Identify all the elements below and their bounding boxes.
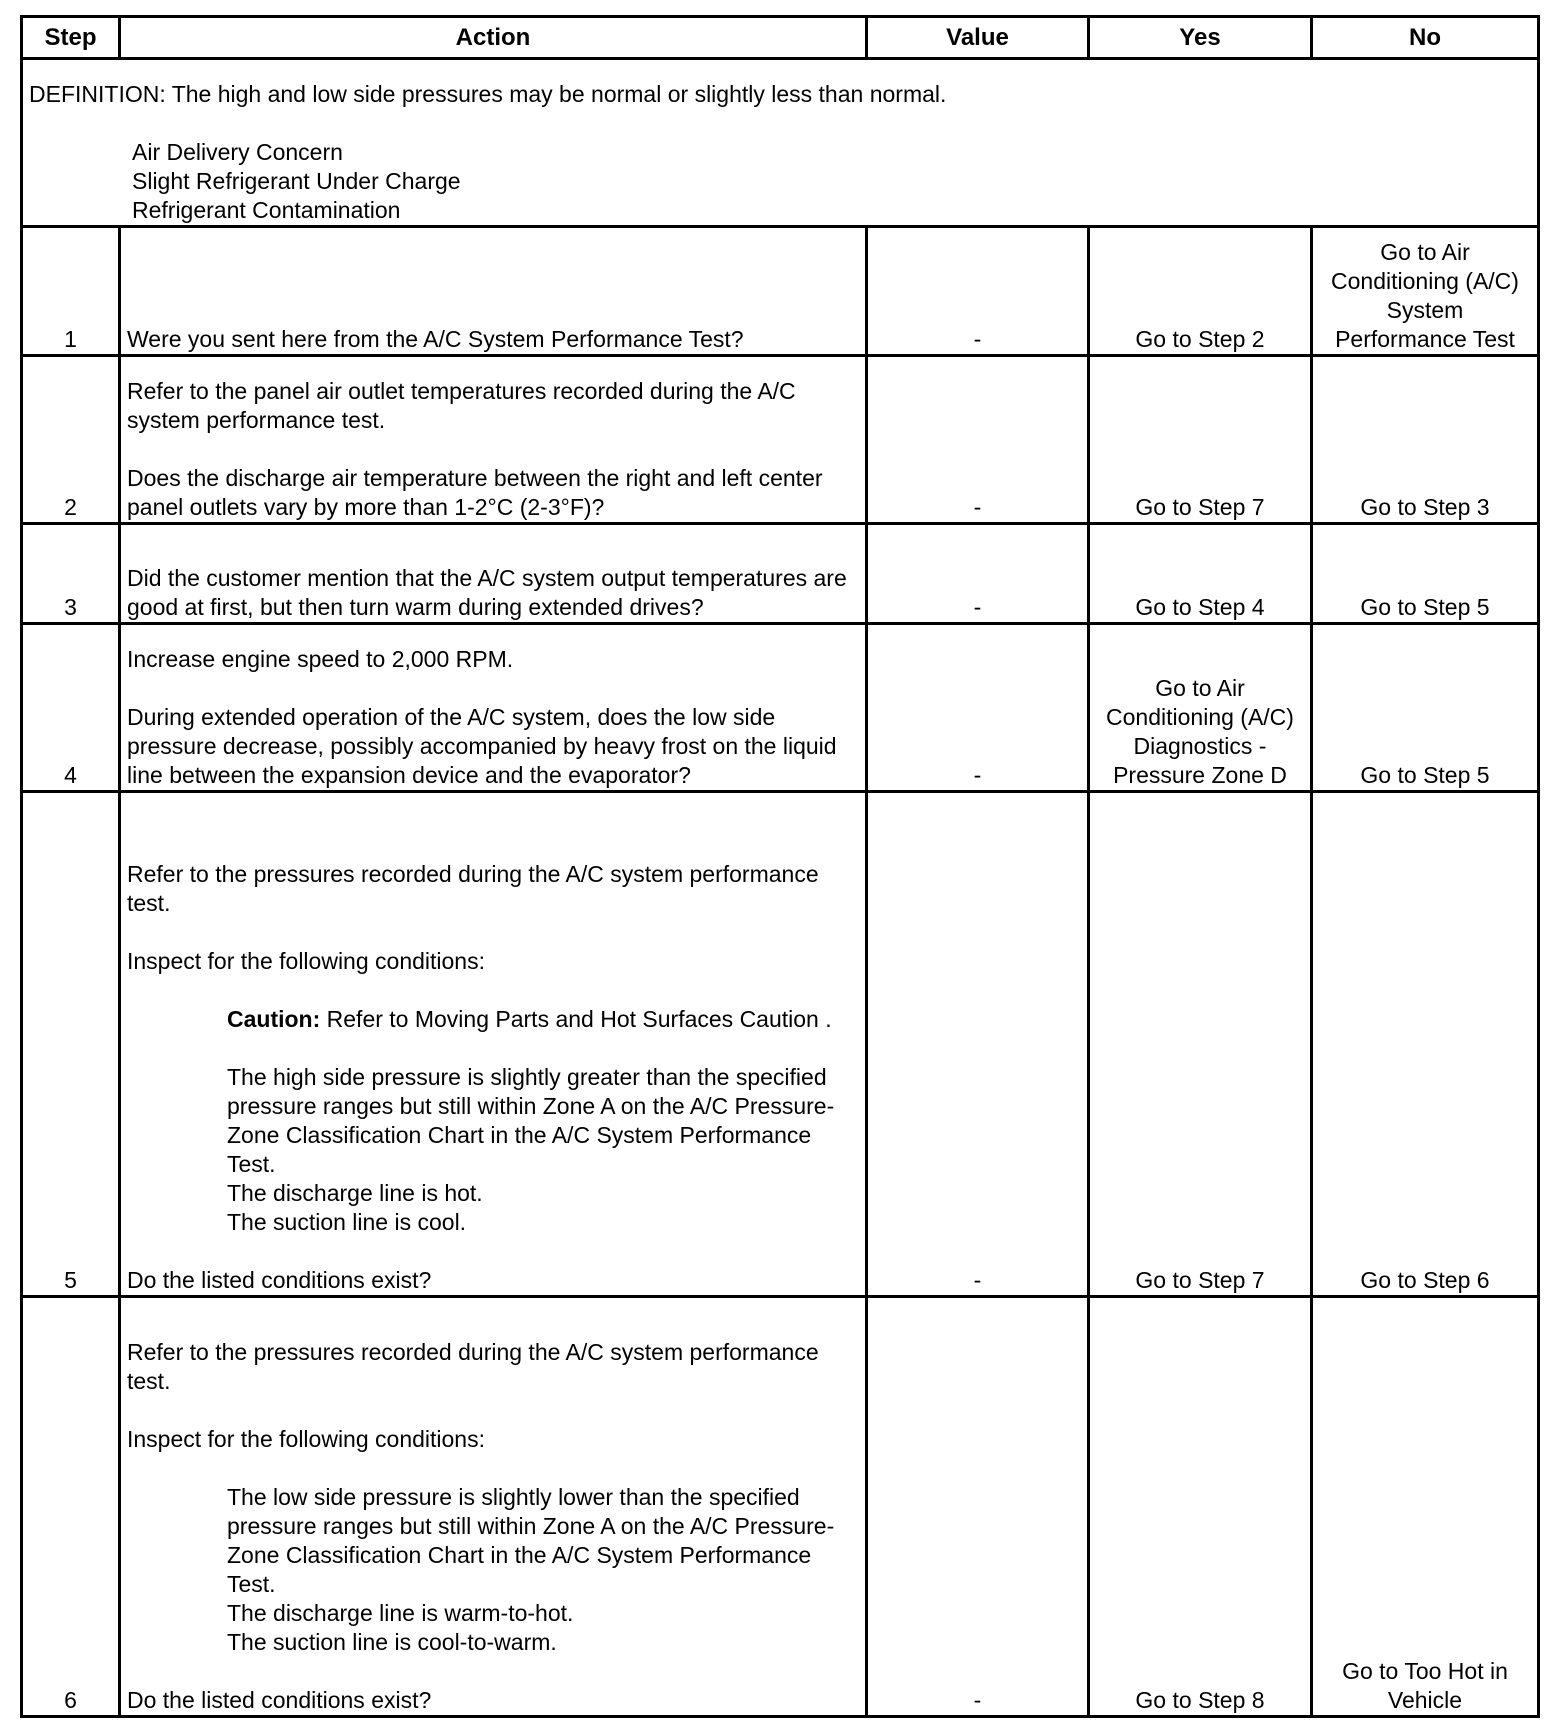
step-number: 5	[22, 792, 120, 1297]
table-row	[22, 227, 1539, 356]
condition-item: The discharge line is hot.	[227, 1180, 483, 1206]
action-cell	[120, 1297, 867, 1717]
caution-text: Refer to Moving Parts and Hot Surfaces Caution .	[320, 1006, 832, 1032]
action-cell	[120, 524, 867, 624]
value-cell: -	[867, 524, 1089, 624]
action-cell	[120, 227, 867, 356]
cause-under-charge: Slight Refrigerant Under Charge	[132, 168, 461, 194]
action-cell	[120, 624, 867, 792]
diagnostic-table	[20, 15, 1540, 1718]
no-cell: Go to Step 3	[1312, 356, 1539, 524]
value-cell: -	[867, 792, 1089, 1297]
action-cell	[120, 356, 867, 524]
header-no: No	[1312, 17, 1539, 59]
definition-row	[22, 59, 1539, 227]
header-yes: Yes	[1089, 17, 1312, 59]
header-value: Value	[867, 17, 1089, 59]
value-cell: -	[867, 227, 1089, 356]
table-row	[22, 524, 1539, 624]
no-cell: Go to Too Hot in Vehicle	[1312, 1297, 1539, 1717]
table-row	[22, 792, 1539, 1297]
action-text: Were you sent here from the A/C System Performance Test?	[127, 326, 744, 352]
yes-cell: Go to Step 4	[1089, 524, 1312, 624]
yes-cell: Go to Step 7	[1089, 792, 1312, 1297]
caution-label: Caution:	[227, 1006, 321, 1032]
no-cell: Go to Step 5	[1312, 624, 1539, 792]
header-action: Action	[120, 17, 867, 59]
table-row	[22, 356, 1539, 524]
step-number: 2	[22, 356, 120, 524]
action-question: Do the listed conditions exist?	[127, 1687, 432, 1713]
action-text: Refer to the pressures recorded during the A/C system performance test.	[127, 1339, 819, 1394]
condition-item: The suction line is cool.	[227, 1209, 467, 1235]
yes-cell: Go to Step 2	[1089, 227, 1312, 356]
step-number: 3	[22, 524, 120, 624]
condition-item: The suction line is cool-to-warm.	[227, 1629, 557, 1655]
condition-item: The high side pressure is slightly greater than the specified pressure ranges but still within Zone A on the A/C Pressure-Zone Classification Chart in the A/C System Performance Test.	[227, 1064, 835, 1177]
yes-cell: Go to Step 7	[1089, 356, 1312, 524]
value-cell: -	[867, 356, 1089, 524]
definition-cell	[22, 59, 1539, 227]
step-number: 1	[22, 227, 120, 356]
action-cell	[120, 792, 867, 1297]
yes-cell: Go to Step 8	[1089, 1297, 1312, 1717]
no-cell: Go to Step 5	[1312, 524, 1539, 624]
action-text: Refer to the panel air outlet temperatures recorded during the A/C system performance test.	[127, 378, 796, 433]
condition-item: The low side pressure is slightly lower than the specified pressure ranges but still within Zone A on the A/C Pressure-Zone Classification Chart in the A/C System Performance Test.	[227, 1484, 835, 1597]
action-question: Do the listed conditions exist?	[127, 1267, 432, 1293]
action-question: Does the discharge air temperature between the right and left center panel outlets vary by more than 1-2°C (2-3°F)?	[127, 465, 823, 520]
action-question: Did the customer mention that the A/C system output temperatures are good at first, but then turn warm during extended drives?	[127, 565, 847, 620]
definition-text: DEFINITION: The high and low side pressures may be normal or slightly less than normal.	[29, 81, 947, 107]
action-question: During extended operation of the A/C system, does the low side pressure decrease, possibly accompanied by heavy frost on the liquid line between the expansion device and the evaporator?	[127, 704, 837, 788]
action-text: Refer to the pressures recorded during the A/C system performance test.	[127, 861, 819, 916]
inspect-text: Inspect for the following conditions:	[127, 948, 485, 974]
value-cell: -	[867, 1297, 1089, 1717]
step-number: 4	[22, 624, 120, 792]
cause-air-delivery: Air Delivery Concern	[132, 139, 343, 165]
action-text: Increase engine speed to 2,000 RPM.	[127, 646, 514, 672]
table-row	[22, 1297, 1539, 1717]
value-cell: -	[867, 624, 1089, 792]
table-row	[22, 624, 1539, 792]
no-cell: Go to Air Conditioning (A/C) System Performance Test	[1312, 227, 1539, 356]
cause-contamination: Refrigerant Contamination	[132, 197, 401, 223]
inspect-text: Inspect for the following conditions:	[127, 1426, 485, 1452]
yes-cell: Go to Air Conditioning (A/C) Diagnostics - Pressure Zone D	[1089, 624, 1312, 792]
condition-item: The discharge line is warm-to-hot.	[227, 1600, 574, 1626]
no-cell: Go to Step 6	[1312, 792, 1539, 1297]
header-row	[22, 17, 1539, 59]
header-step: Step	[22, 17, 120, 59]
caution-note	[127, 1005, 859, 1034]
step-number: 6	[22, 1297, 120, 1717]
